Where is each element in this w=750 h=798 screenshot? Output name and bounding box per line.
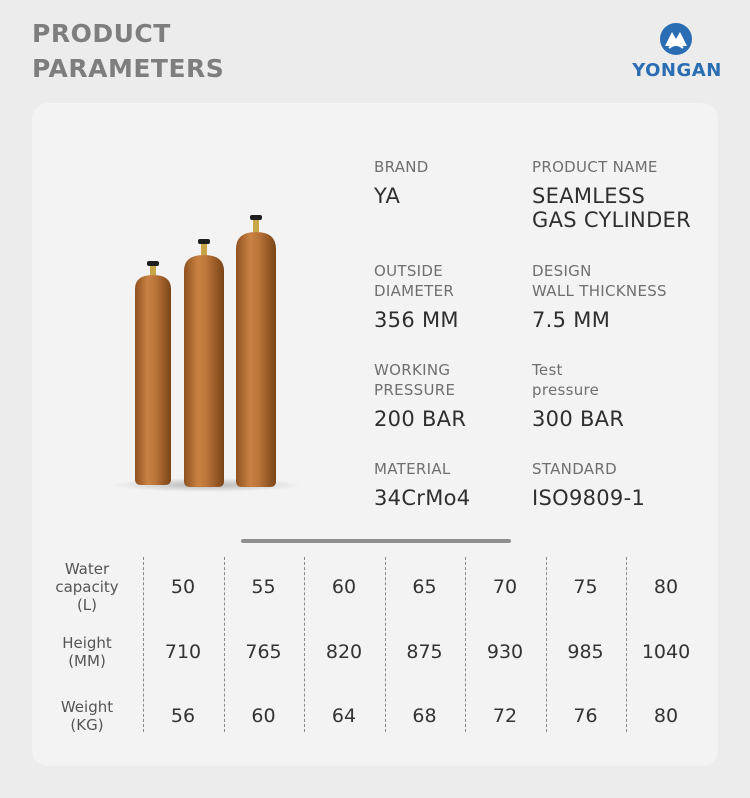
row-header	[42, 557, 132, 617]
column-separator	[465, 557, 466, 732]
table-cell: 50	[170, 576, 196, 598]
table-cell: 875	[406, 641, 443, 663]
cylinder-medium	[184, 239, 224, 487]
spec-label: Test pressure	[532, 361, 600, 399]
table-cell: 765	[245, 641, 282, 663]
table-row	[32, 557, 718, 617]
spec-label: PRODUCT NAME	[532, 158, 658, 176]
table-cell: 64	[331, 705, 357, 727]
spec-value: 200 BAR	[374, 407, 467, 431]
spec-label: OUTSIDE DIAMETER	[374, 262, 455, 300]
spec-value: 34CrMo4	[374, 486, 471, 510]
yongan-logo-icon	[659, 22, 693, 56]
section-divider	[241, 539, 511, 543]
column-separator	[385, 557, 386, 732]
spec-test-pressure	[532, 360, 722, 431]
spec-wall-thickness	[532, 261, 722, 332]
row-header	[42, 622, 132, 682]
page-title	[32, 16, 224, 86]
brand-logo	[622, 22, 732, 86]
table-row	[32, 622, 718, 682]
table-cell: 930	[486, 641, 524, 663]
table-cell: 75	[573, 576, 598, 598]
column-separator	[546, 557, 547, 732]
column-separator	[304, 557, 305, 732]
row-header-label: Water capacity (L)	[55, 560, 119, 614]
table-row	[32, 686, 718, 746]
table-cell: 80	[653, 576, 679, 598]
table-cell: 80	[653, 705, 679, 727]
column-separator	[143, 557, 144, 732]
table-cell: 68	[412, 705, 437, 727]
spec-value: 300 BAR	[532, 407, 625, 431]
table-cell: 985	[567, 641, 604, 663]
table-cell: 60	[251, 705, 276, 727]
table-cell: 72	[492, 705, 518, 727]
table-cell: 76	[573, 705, 598, 727]
spec-label: DESIGN WALL THICKNESS	[532, 262, 667, 300]
table-cell: 710	[164, 641, 202, 663]
logo-text: YONGAN	[632, 60, 722, 81]
row-header-label: Weight (KG)	[60, 698, 114, 734]
page-title-line-1: PRODUCT	[32, 19, 171, 48]
capacity-table	[32, 557, 718, 737]
spec-value: SEAMLESS GAS CYLINDER	[532, 184, 691, 232]
parameters-card	[32, 103, 718, 766]
table-cell: 1040	[641, 641, 691, 663]
table-cell: 70	[492, 576, 518, 598]
table-cell: 55	[251, 576, 276, 598]
spec-product-name	[532, 157, 722, 232]
row-header-label: Height (MM)	[62, 634, 112, 670]
spec-value: 356 MM	[374, 308, 459, 332]
table-cell: 65	[412, 576, 437, 598]
spec-label: STANDARD	[532, 460, 617, 478]
table-cell: 820	[325, 641, 363, 663]
cylinder-large	[236, 215, 276, 487]
spec-label: WORKING PRESSURE	[374, 361, 456, 399]
gas-cylinders-image	[112, 213, 302, 503]
table-cell: 56	[170, 705, 196, 727]
column-separator	[626, 557, 627, 732]
page-title-line-2: PARAMETERS	[32, 54, 225, 83]
spec-value: ISO9809-1	[532, 486, 646, 510]
spec-value: 7.5 MM	[532, 308, 611, 332]
spec-label: BRAND	[374, 158, 429, 176]
table-cell: 60	[331, 576, 357, 598]
spec-value: YA	[374, 184, 401, 208]
spec-label: MATERIAL	[374, 460, 451, 478]
column-separator	[224, 557, 225, 732]
cylinder-small	[135, 261, 171, 485]
spec-standard	[532, 459, 722, 510]
row-header	[42, 686, 132, 746]
